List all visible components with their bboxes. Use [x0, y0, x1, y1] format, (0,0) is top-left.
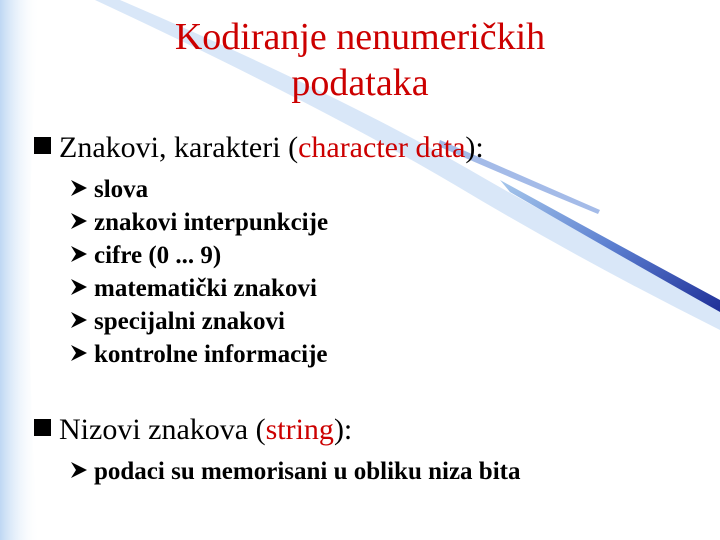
arrow-bullet-icon: [70, 455, 90, 488]
section2-tail: ):: [333, 413, 353, 446]
list-item: [70, 338, 328, 371]
list-item: [70, 173, 328, 206]
arrow-bullet-icon: [70, 239, 90, 272]
diagonal-ribbon: [500, 180, 720, 312]
list-item: [70, 239, 328, 272]
list-item-text: slova: [94, 176, 149, 203]
arrow-bullet-icon: [70, 173, 90, 206]
character-types-list: [70, 173, 328, 371]
list-item: [70, 455, 520, 488]
title-line-1: Kodiranje nenumeričkih: [174, 16, 546, 58]
slide-title: [80, 14, 640, 106]
section1-term: character data: [298, 131, 466, 164]
section2-lead: Nizovi znakova (: [59, 413, 266, 446]
section-heading-strings: [34, 412, 694, 448]
arrow-bullet-icon: [70, 338, 90, 371]
list-item: [70, 272, 328, 305]
list-item: [70, 305, 328, 338]
section2-term: string: [265, 413, 334, 446]
list-item-text: kontrolne informacije: [94, 341, 328, 368]
arrow-bullet-icon: [70, 272, 90, 305]
section1-lead: Znakovi, karakteri (: [59, 131, 299, 164]
list-item-text: znakovi interpunkcije: [94, 209, 329, 236]
list-item: [70, 206, 328, 239]
list-item-text: specijalni znakovi: [94, 308, 285, 335]
arrow-bullet-icon: [70, 206, 90, 239]
section-heading-characters: [34, 130, 694, 166]
title-line-2: podataka: [291, 62, 429, 104]
list-item-text: matematički znakovi: [94, 275, 317, 302]
list-item-text: cifre (0 ... 9): [94, 242, 222, 269]
square-bullet-icon: [34, 137, 51, 154]
section1-tail: ):: [465, 131, 484, 164]
square-bullet-icon: [34, 419, 51, 436]
left-side-glow: [0, 0, 40, 540]
string-description-list: [70, 455, 520, 488]
arrow-bullet-icon: [70, 305, 90, 338]
list-item-text: podaci su memorisani u obliku niza bita: [94, 458, 521, 485]
